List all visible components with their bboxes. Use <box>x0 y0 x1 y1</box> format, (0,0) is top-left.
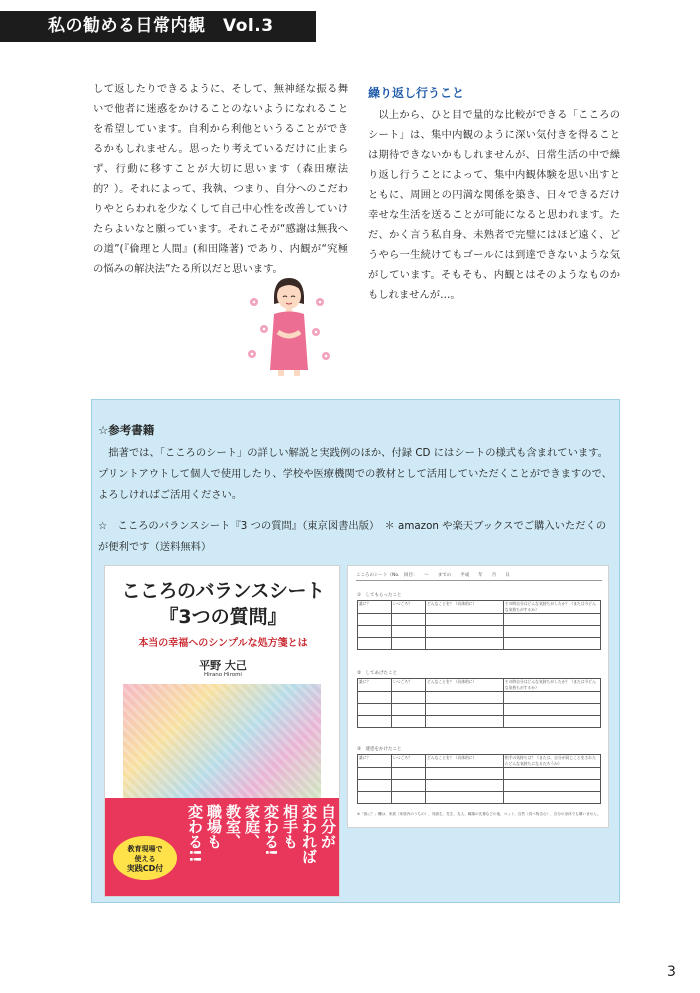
book-title: こころのバランスシート <box>121 580 325 602</box>
book-badge <box>113 836 177 880</box>
header-title: 私の勧める日常内観 Vol.3 <box>48 16 274 36</box>
book-author: 平野 大己 <box>199 659 247 672</box>
sheet-section-title: ① してもらったこと <box>357 593 402 598</box>
column-header: どんなことを？（具体的に） <box>426 755 504 768</box>
badge-line: 実践CD付 <box>126 864 164 873</box>
column-header: 誰に？ <box>358 755 392 768</box>
badge-line: 使える <box>134 855 156 863</box>
sheet-table <box>357 600 601 650</box>
column-header: その時自分はどんな気持ちがしたか？（または今どんな気持ちがするか） <box>503 679 600 692</box>
book-vertical-text: 家庭、 <box>243 804 261 849</box>
book-vertical-text: 職場も <box>205 804 223 849</box>
column-header: 誰に？ <box>358 679 392 692</box>
book-vertical-text: 変わる!! <box>186 804 204 863</box>
sheet-section-title: ③ 迷惑をかけたこと <box>357 747 402 752</box>
book-red-band <box>105 798 340 897</box>
column-header: その時自分はどんな気持ちがしたか？（または今どんな気持ちがするか） <box>503 601 600 614</box>
sheet-table <box>357 754 601 804</box>
book-vertical-text: 教室、 <box>224 804 242 849</box>
reference-body: 拙著では、「こころのシート」の詳しい解説と実践例のほか、付録 CD にはシートの様式も含まれています。プリントアウトして個人で使用したり、学校や医療機関での教材として活用していただくことができますので、よろしければご活用ください。 <box>98 447 612 501</box>
page-header <box>0 11 316 42</box>
page-number: 3 <box>667 964 676 980</box>
left-column-text: して返したりできるように、そして、無神経な振る舞いで他者に迷惑をかけることのないようになれることを希望しています。自利から利他というることができるかもしれません。思ったり考えているだけに止まらず、行動に移すことが大切に思います（森田療法的？）。それによって、我執、つまり、自分へのこだわりやとらわれを少なくして自己中心性を改善していけたらよいなと願っています。それこそが“感謝は無我への道”(『倫理と人間』(和田隆著) であり、内観が“究極の悩みの解決法”たる所以だと思います。 <box>93 83 348 275</box>
book-vertical-text: 変わる! <box>262 804 280 856</box>
reference-box <box>91 399 620 903</box>
book-author-en: Hirano Hiromi <box>204 672 242 678</box>
right-column <box>368 83 620 305</box>
section-body: 以上から、ひと目で量的な比較ができる「こころのシート」は、集中内観のように深い気付きを得ることは期待できないかもしれませんが、日常生活の中で繰り返し行うことによって、集中内観体験を思い出すとともに、周囲との円満な関係を築き、日々できるだけ幸せな生活を送ることが可能になると思われます。ただ、かく言う私自身、未熟者で完璧にはほど遠く、どうやら一生続けてもゴールには到達できないような気がしています。そもそも、内観とはそのようなものかもしれませんが…。 <box>368 109 620 301</box>
section-heading: 繰り返し行うこと <box>368 86 465 100</box>
book-subtitle: 本当の幸福へのシンプルな処方箋とは <box>138 638 308 649</box>
sheet-table <box>357 678 601 728</box>
column-header: 相手の気持ちは？（または、自分が同じことをされたらどんな気持ちになるだろうか） <box>503 755 600 768</box>
reference-note: ☆ こころのバランスシート『3 つの質問』（東京図書出版） ＊ amazon や楽天ブックスでご購入いただくのが便利です（送料無料） <box>98 520 607 553</box>
book-vertical-text: 相手も <box>281 804 299 849</box>
sheet-section-title: ② してあげたこと <box>357 671 398 676</box>
column-header: どんなことを？（具体的に） <box>426 679 504 692</box>
book-cover <box>104 565 340 897</box>
book-vertical-text: 自分が <box>319 804 337 849</box>
woman-illustration <box>244 274 334 378</box>
sheet-header: こころのシート（No. 回目： 〜 までの 平成 年 月 日 <box>356 572 602 581</box>
book-artwork <box>123 684 321 799</box>
column-header: 誰に？ <box>358 601 392 614</box>
book-vertical-text: 変われば <box>300 804 318 864</box>
column-header: いつごろ？ <box>392 601 426 614</box>
reference-title: ☆参考書籍 <box>98 423 155 437</box>
badge-line: 教育現場で <box>127 845 163 853</box>
heart-sheet-sample <box>347 565 609 828</box>
column-header: いつごろ？ <box>392 679 426 692</box>
book-title-2: 『3つの質問』 <box>159 606 287 628</box>
column-header: いつごろ？ <box>392 755 426 768</box>
column-header: どんなことを？（具体的に） <box>426 601 504 614</box>
sheet-footnote: ※「誰に？」欄は、家族（家族内のうちの）、同級生、先生、友人、職場の先輩などの他、ペット、自然（食べ物含む）、自分の身体でも構いません。 <box>357 812 601 816</box>
